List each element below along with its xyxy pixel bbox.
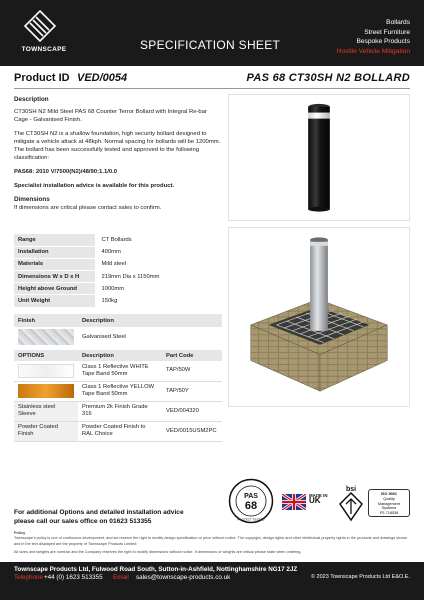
policy-label: Policy [14,531,26,535]
spec-label: Range [14,234,96,246]
option-part-code: VED/004320 [162,401,222,421]
option-part-code: TAP/50Y [162,381,222,401]
galvanised-swatch [18,329,74,345]
iso-line: Quality [383,496,395,501]
contact-line-2: please call our sales office on 01623 513355 [14,518,152,525]
table-row [14,234,222,246]
email-label: Email [113,574,129,581]
pas-label: PAS68: [14,169,35,175]
iso-line: FS 718538 [379,511,399,516]
dimensions-note: If dimensions are critical please contact sales to confirm. [14,205,162,211]
description-intro: CT30SH N2 Mild Steel PAS 68 Counter Terror Bollard with Integral Re-bar Cage - Galvanised Finish. [14,109,207,123]
table-row [14,258,222,270]
iso-line: Management [377,501,401,506]
table-row [14,381,222,401]
telephone-number[interactable]: +44 (0) 1623 513355 [44,574,103,581]
yellow-tape-swatch [18,384,74,398]
product-name: PAS 68 CT30SH N2 BOLLARD [246,72,410,84]
made-in-uk-badge [309,493,329,504]
description-section [14,96,222,218]
part-code-column-header: Part Code [162,350,222,361]
category-bespoke-products[interactable]: Bespoke Products [356,38,410,45]
bollard-photo [228,94,410,221]
bsi-kitemark-logo [336,484,366,522]
options-table [14,350,222,442]
product-id: VED/0054 [77,72,128,84]
white-tape-swatch [18,364,74,378]
table-row [14,283,222,295]
category-list [337,18,410,56]
copyright-notice: © 2023 Townscape Products Ltd E&O.E. [310,574,410,580]
page-header [0,0,424,66]
spec-label: Materials [14,258,96,270]
option-part-code: TAP/50W [162,361,222,381]
spec-label: Dimensions W x D x H [14,271,96,283]
iso-line: Systems [381,506,397,511]
description-column-header: Description [78,314,222,327]
made-in-label: MADE IN [309,493,328,498]
finish-description: Galvanised Steel [82,334,126,340]
finish-table [14,314,222,347]
product-id-label: Product ID [14,72,70,84]
options-column-header: OPTIONS [14,350,78,361]
pas-logo-number: 68 [244,500,258,512]
spec-label: Unit Weight [14,295,96,307]
iso-9001-badge [368,489,410,517]
spec-value: CT Bollards [96,234,222,246]
table-row [14,271,222,283]
table-row [14,327,222,347]
dimensions-heading: Dimensions [14,196,50,203]
spec-value: 150kg [96,295,222,307]
category-street-furniture[interactable]: Street Furniture [364,28,410,36]
option-description: Powder Coated Finish to RAL Choice [78,421,162,441]
installation-advice: Specialist installation advice is available for this product. [14,183,175,189]
spec-value: 1000mm [96,283,222,295]
rebar-cage-illustration [229,228,409,406]
contact-callout [14,508,184,526]
option-label: Stainless steel Sleeve [14,401,78,421]
option-label: Powder Coated Finish [14,421,78,441]
table-header-row [14,350,222,361]
option-swatch-cell [14,381,78,401]
option-description: Premium 2k Finish Grade 316 [78,401,162,421]
pas-logo-text: PAS [244,493,258,500]
email-address[interactable]: sales@townscape-products.co.uk [136,574,231,581]
brand-name: TOWNSCAPE [21,46,67,53]
spec-table [14,234,222,308]
footer-address: Townscape Products Ltd, Fulwood Road South, Sutton-in-Ashfield, Nottinghamshire NG17 2JZ [14,566,298,573]
iso-line: ISO 9001 [380,492,398,496]
table-row [14,401,222,421]
spec-value: 400mm [96,246,222,258]
uk-flag-icon [282,494,306,510]
finish-column-header: Finish [14,314,78,327]
category-hostile-vehicle-mitigation[interactable]: Hostile Vehicle Mitigation [336,47,410,55]
townscape-logo-mark [24,10,56,42]
spec-label: Installation [14,246,96,258]
telephone-label: Telephone [14,574,44,581]
description-body: The CT30SH N2 is a shallow foundation, high security bollard designed to mitigate a vehicle attack at 48kph. Normal spacing for bollards will be 1200mm. The bollard has been successfully tested and approved to the following classification: [14,131,221,161]
pas-classification [14,168,222,176]
townscape-logo [14,10,68,58]
table-row [14,246,222,258]
finish-swatch-cell [14,327,78,347]
product-title-row [14,72,410,88]
pas-logo-ring-text: PROTECT TESTED [237,517,265,522]
spec-value: 219mm Dia x 1150mm [96,271,222,283]
page-footer [0,562,424,600]
pas-value: 2010 V/7500(N2)/48/90:1.1/0.0 [35,169,118,175]
installation-render [228,227,410,407]
spec-sheet-title: SPECIFICATION SHEET [140,38,281,52]
contact-line-1: For additional Options and detailed installation advice [14,509,184,516]
sizes-disclaimer: All sizes and weights are nominal and the Company reserves the right to modify dimensions without notice. If dimensions or weights are critical please state when ordering. [14,550,302,555]
description-heading: Description [14,96,49,103]
option-description: Class 1 Reflective WHITE Tape Band 50mm [78,361,162,381]
table-row [14,361,222,381]
table-header-row [14,314,222,327]
bollard-illustration [229,95,409,220]
option-swatch-cell [14,361,78,381]
title-divider [14,88,410,89]
uk-label: UK [309,496,321,506]
bsi-text: bsi [345,486,357,493]
option-description: Class 1 Reflective YELLOW Tape Band 50mm [78,381,162,401]
spec-label: Height above Ground [14,283,96,295]
spec-value: Mild steel [96,258,222,270]
pas68-logo [228,478,274,524]
option-description-column-header: Description [78,350,162,361]
table-row [14,421,222,441]
legal-policy [14,531,410,556]
table-row [14,295,222,307]
policy-text: Townscape's policy is one of continuous development, and we reserve the right to modify design specification or price without notice. The copyright, design rights and other intellectual property rights in the products and drawings shown and in the text displayed are the property of Townscape Products Limited. [14,536,408,546]
option-part-code: VED/0015USM2PC [162,421,222,441]
category-bollards[interactable]: Bollards [386,19,410,26]
